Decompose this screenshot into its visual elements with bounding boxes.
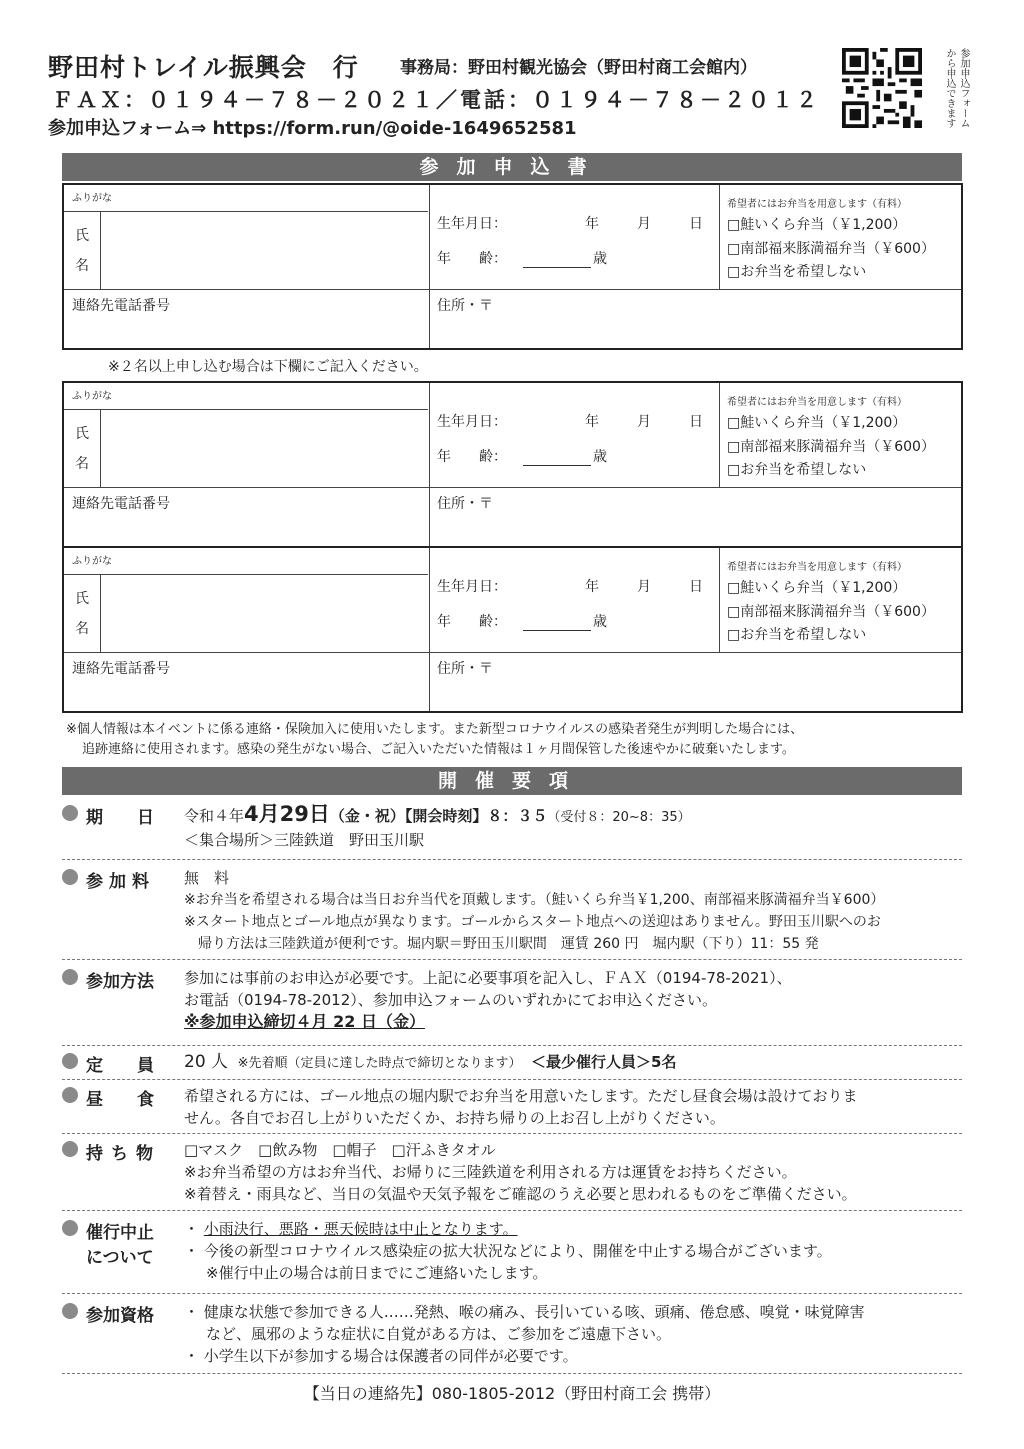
applicant-block-2	[62, 381, 963, 548]
qr-note-line-1: 参加申込フォーム	[958, 48, 969, 128]
fee-body	[184, 867, 962, 955]
capacity-minimum: ＜最少催行人員＞5名	[531, 1053, 677, 1071]
age-field[interactable]	[523, 465, 591, 466]
name-label-1: 氏	[75, 591, 89, 607]
eligibility-line-1: 健康な状態で参加できる人……発熱、喉の痛み、長引いている咳、頭痛、倦怠感、嗅覚・味覚障害	[203, 1303, 865, 1321]
bullet-icon	[62, 1087, 78, 1103]
eligibility-line-2: など、風邪のような症状に自覚がある方は、ご参加をご遠慮下さい。	[206, 1325, 672, 1343]
age-field[interactable]	[523, 267, 591, 268]
form-link-line	[48, 114, 577, 140]
address-label: 住所・〒	[437, 661, 493, 677]
cancel-line-2: 今後の新型コロナウイルス感染症の拡大状況などにより、開催を中止する場合がございます。	[203, 1242, 832, 1260]
birth-month: 月	[637, 216, 651, 232]
eligibility-body: ・ 健康な状態で参加できる人……発熱、喉の痛み、長引いている咳、頭痛、倦怠感、嗅覚・味覚障害 など、風邪のような症状に自覚がある方は、ご参加をご遠慮下さい。 ・ 小学生以下が参加する場合は保護者の同伴が必要です。	[184, 1301, 962, 1367]
phone-label: 連絡先電話番号	[72, 496, 170, 512]
method-body	[184, 967, 962, 1033]
qr-code-icon[interactable]	[842, 48, 922, 128]
bento-option-none[interactable]: □お弁当を希望しない	[727, 627, 867, 643]
bento-option-salmon[interactable]: □鮭いくら弁当（￥1,200）	[727, 580, 907, 596]
bento-option-pork[interactable]: □南部福来豚満福弁当（￥600）	[727, 241, 935, 257]
applicant-block-3	[62, 546, 963, 713]
age-label: 年 齢：	[437, 251, 507, 267]
multi-applicant-note: ※２名以上申し込む場合は下欄にご記入ください。	[108, 359, 428, 375]
cancel-line-1: 小雨決行、悪路・悪天候時は中止となります。	[203, 1220, 518, 1238]
bullet-icon	[62, 805, 78, 821]
lunch-label: 昼 食	[86, 1090, 154, 1110]
date-reception: （受付８：20~8：35）	[547, 810, 691, 825]
lunch-line-1: 希望される方には、ゴール地点の堀内駅でお弁当を用意いたします。ただし昼食会場は設けておりま	[184, 1087, 858, 1105]
bento-option-salmon[interactable]: □鮭いくら弁当（￥1,200）	[727, 415, 907, 431]
qr-note-line-2: から申込できます	[944, 48, 955, 128]
cancel-label-2: について	[86, 1248, 154, 1268]
event-date: 4月29日	[244, 802, 330, 826]
form-link-url[interactable]: https://form.run/@oide-1649652581	[212, 118, 577, 139]
birth-day: 日	[689, 414, 703, 430]
date-label: 期 日	[86, 808, 154, 828]
fee-note-1: ※お弁当を希望される場合は当日お弁当代を頂戴します。（鮭いくら弁当￥1,200、南部福来豚満福弁当￥600）	[184, 892, 885, 908]
phone-label: 連絡先電話番号	[72, 661, 170, 677]
lunch-body	[184, 1085, 962, 1129]
method-label: 参加方法	[86, 972, 154, 992]
method-line-1: 参加には事前のお申込が必要です。上記に必要事項を記入し、ＦＡＸ（0194-78-2021）、	[184, 969, 792, 987]
address-label: 住所・〒	[437, 496, 493, 512]
bento-option-salmon[interactable]: □鮭いくら弁当（￥1,200）	[727, 217, 907, 233]
capacity-body	[184, 1051, 962, 1075]
fax-phone-line: ＦＡＸ：０１９４－７８－２０２１／電話：０１９４－７８－２０１２	[52, 88, 820, 112]
cancel-label	[86, 1218, 186, 1268]
date-open-time: （金・祝）【開会時刻】８：３５	[329, 807, 548, 825]
fee-value: 無 料	[184, 869, 230, 887]
qr-note	[930, 48, 970, 140]
office-info: 事務局：野田村観光協会（野田村商工会館内）	[400, 58, 757, 78]
method-line-2: お電話（0194-78-2012）、参加申込フォームのいずれかにてお申込ください。	[184, 991, 718, 1009]
eligibility-label: 参加資格	[86, 1306, 154, 1326]
fee-note-3: 帰り方法は三陸鉄道が便利です。堀内駅＝野田玉川駅間 運賃 260 円 堀内駅（下り）11：55 発	[198, 936, 819, 952]
name-field[interactable]	[102, 575, 428, 652]
bento-heading: 希望者にはお弁当を用意します（有料）	[727, 199, 907, 210]
bento-heading: 希望者にはお弁当を用意します（有料）	[727, 562, 907, 573]
bento-option-none[interactable]: □お弁当を希望しない	[727, 264, 867, 280]
lunch-line-2: せん。各自でお召し上がりいただくか、お持ち帰りの上お召し上がりください。	[184, 1109, 725, 1127]
day-contact-footer: 【当日の連絡先】080-1805-2012（野田村商工会 携帯）	[303, 1384, 721, 1403]
birth-label: 生年月日：	[437, 579, 507, 595]
items-body	[184, 1139, 962, 1205]
bento-heading: 希望者にはお弁当を用意します（有料）	[727, 397, 907, 408]
privacy-note-1: ※個人情報は本イベントに係る連絡・保険加入に使用いたします。また新型コロナウイルスの感染者発生が判明した場合には、	[66, 722, 804, 737]
address-label: 住所・〒	[437, 298, 493, 314]
privacy-note-2: 追跡連絡に使用されます。感染の発生がない場合、ご記入いただいた情報は１ヶ月間保管した後速やかに破棄いたします。	[82, 742, 795, 757]
age-unit: 歳	[593, 449, 607, 465]
age-unit: 歳	[593, 251, 607, 267]
birth-label: 生年月日：	[437, 216, 507, 232]
name-label-2: 名	[75, 258, 89, 274]
capacity-label: 定 員	[86, 1056, 154, 1076]
furigana-label: ふりがな	[72, 391, 112, 402]
method-deadline: ※参加申込締切４月 22 日（金）	[184, 1012, 425, 1031]
phone-label: 連絡先電話番号	[72, 298, 170, 314]
form-title-banner: 参加申込書	[62, 153, 962, 181]
bullet-icon	[62, 1053, 78, 1069]
birth-day: 日	[689, 579, 703, 595]
bullet-icon	[62, 1303, 78, 1319]
birth-year: 年	[585, 579, 599, 595]
items-note-1: ※お弁当希望の方はお弁当代、お帰りに三陸鉄道を利用される方は運賃をお持ちください。	[184, 1163, 797, 1181]
bento-option-pork[interactable]: □南部福来豚満福弁当（￥600）	[727, 604, 935, 620]
capacity-note: ※先着順（定員に達した時点で締切となります）	[237, 1056, 522, 1071]
fee-label: 参加料	[86, 872, 155, 892]
cancel-body: ・ 小雨決行、悪路・悪天候時は中止となります。 ・ 今後の新型コロナウイルス感染症の拡大状況などにより、開催を中止する場合がございます。 ※催行中止の場合は前日までにご連絡いたします。	[184, 1218, 962, 1284]
birth-day: 日	[689, 216, 703, 232]
birth-year: 年	[585, 216, 599, 232]
bento-option-none[interactable]: □お弁当を希望しない	[727, 462, 867, 478]
name-label-1: 氏	[75, 228, 89, 244]
bento-option-pork[interactable]: □南部福来豚満福弁当（￥600）	[727, 439, 935, 455]
capacity-value: 20 人	[184, 1052, 229, 1072]
name-field[interactable]	[102, 410, 428, 487]
outline-title-banner: 開催要項	[62, 767, 962, 795]
birth-month: 月	[637, 414, 651, 430]
date-prefix: 令和４年	[184, 807, 245, 825]
name-label-2: 名	[75, 456, 89, 472]
age-label: 年 齢：	[437, 614, 507, 630]
eligibility-line-3: 小学生以下が参加する場合は保護者の同伴が必要です。	[203, 1347, 578, 1365]
date-body	[184, 803, 962, 851]
age-label: 年 齢：	[437, 449, 507, 465]
furigana-label: ふりがな	[72, 556, 112, 567]
cancel-line-3: ※催行中止の場合は前日までにご連絡いたします。	[206, 1264, 548, 1282]
bullet-icon	[62, 1220, 78, 1236]
birth-month: 月	[637, 579, 651, 595]
furigana-label: ふりがな	[72, 193, 112, 204]
items-note-2: ※着替え・雨具など、当日の気温や天気予報をご確認のうえ必要と思われるものをご準備ください。	[184, 1185, 857, 1203]
name-label-1: 氏	[75, 426, 89, 442]
bullet-icon	[62, 1141, 78, 1157]
applicant-block-1	[62, 183, 963, 350]
organizer-title: 野田村トレイル振興会 行	[48, 53, 359, 82]
birth-year: 年	[585, 414, 599, 430]
meeting-place: ＜集合場所＞三陸鉄道 野田玉川駅	[184, 831, 425, 849]
age-field[interactable]	[523, 630, 591, 631]
bullet-icon	[62, 869, 78, 885]
birth-label: 生年月日：	[437, 414, 507, 430]
fee-note-2: ※スタート地点とゴール地点が異なります。ゴールからスタート地点への送迎はありません。野田玉川駅へのお	[184, 914, 881, 930]
bullet-icon	[62, 969, 78, 985]
cancel-label-1: 催行中止	[86, 1223, 154, 1243]
items-list: □マスク □飲み物 □帽子 □汗ふきタオル	[184, 1141, 496, 1159]
age-unit: 歳	[593, 614, 607, 630]
form-link-prefix: 参加申込フォーム⇒	[48, 118, 207, 139]
name-label-2: 名	[75, 621, 89, 637]
items-label: 持ち物	[86, 1144, 161, 1164]
name-field[interactable]	[102, 212, 428, 289]
